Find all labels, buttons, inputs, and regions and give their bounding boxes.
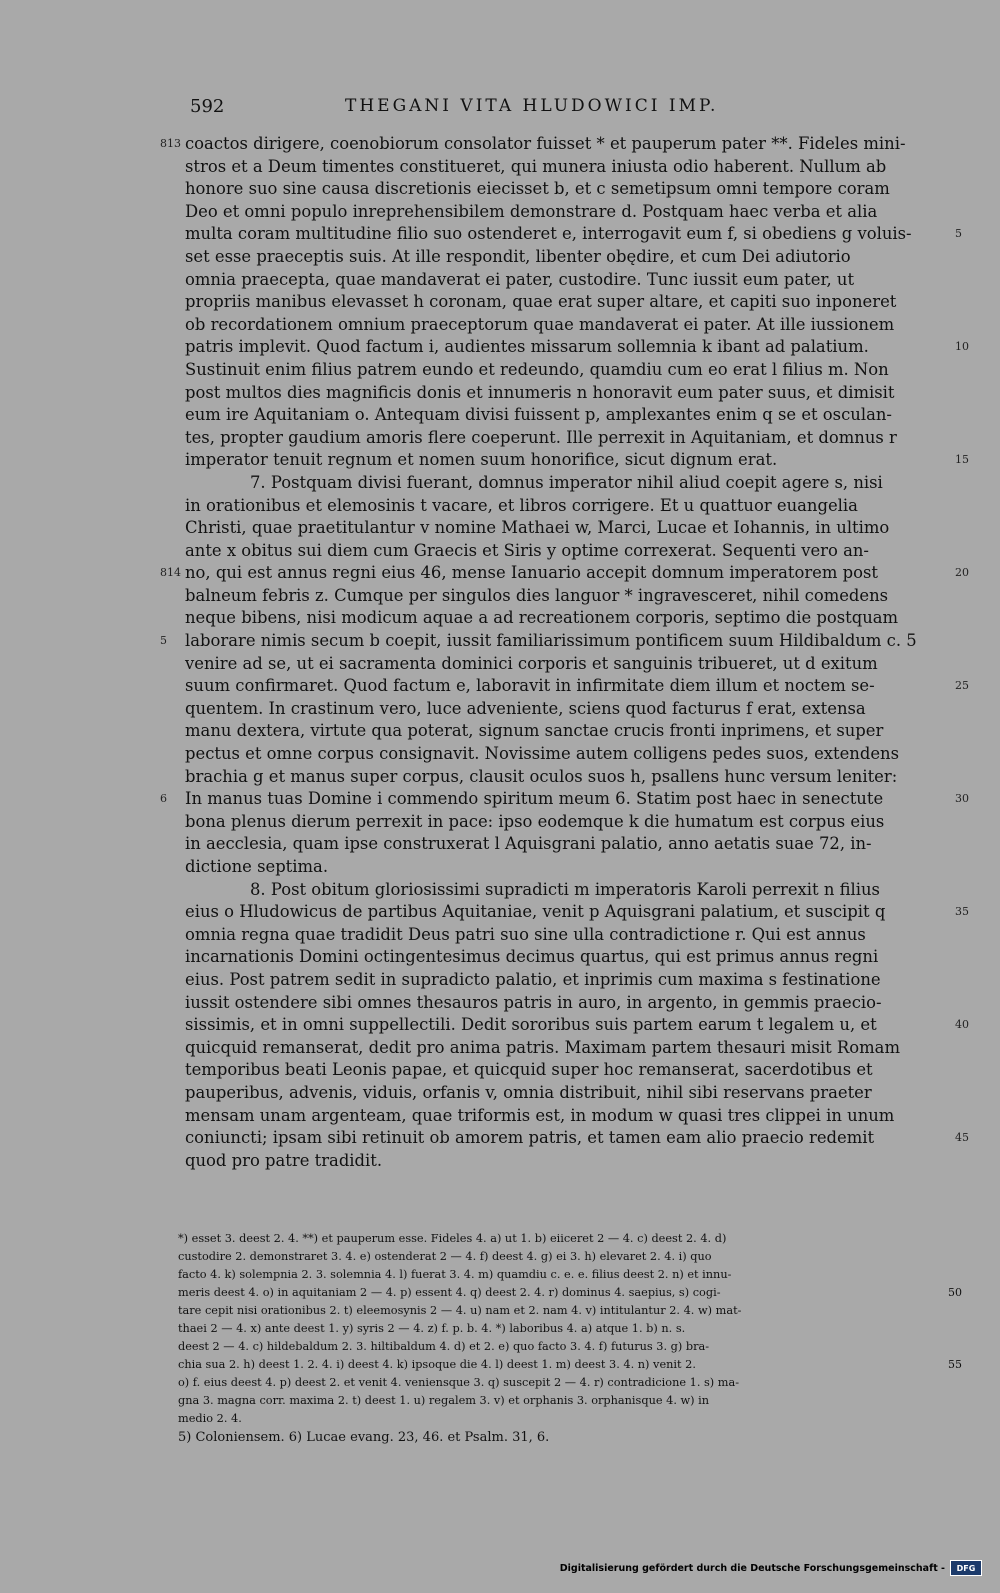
text-line bbox=[185, 1059, 945, 1082]
text-line bbox=[185, 1150, 945, 1173]
footnote-line bbox=[178, 1230, 938, 1248]
footnote-text: o) f. eius deest 4. p) deest 2. et venit 4. veniensque 3. q) suscepit 2 — 4. r) contradicione 1. s) ma- bbox=[178, 1376, 740, 1389]
line-text: eum ire Aquitaniam o. Antequam divisi fuissent p, amplexantes enim q se et osculan- bbox=[185, 405, 892, 425]
line-number: 40 bbox=[955, 1018, 969, 1032]
text-line bbox=[185, 1037, 945, 1060]
footnote-line bbox=[178, 1320, 938, 1338]
text-line bbox=[185, 291, 945, 314]
text-line bbox=[185, 178, 945, 201]
footnote-line bbox=[178, 1284, 962, 1302]
text-line bbox=[185, 314, 945, 337]
text-line bbox=[185, 269, 945, 292]
text-line bbox=[185, 1105, 945, 1128]
text-line bbox=[185, 924, 945, 947]
text-line bbox=[185, 336, 969, 359]
text-line bbox=[185, 427, 945, 450]
footnote-text: thaei 2 — 4. x) ante deest 1. y) syris 2 — 4. z) f. p. b. 4. *) laboribus 4. a) atque 1. b) n. s. bbox=[178, 1322, 686, 1335]
text-line bbox=[185, 743, 945, 766]
text-line bbox=[185, 495, 945, 518]
line-text: multa coram multitudine filio suo ostenderet e, interrogavit eum f, si obediens g voluis- bbox=[185, 224, 912, 244]
footnote-line bbox=[178, 1338, 938, 1356]
line-text: ante x obitus sui diem cum Graecis et Siris y optime correxerat. Sequenti vero an- bbox=[185, 540, 869, 560]
text-line bbox=[185, 449, 969, 472]
text-line bbox=[185, 472, 945, 495]
line-text: temporibus beati Leonis papae, et quicquid super hoc remanserat, sacerdotibus et bbox=[185, 1060, 873, 1080]
line-text: Deo et omni populo inreprehensibilem demonstrare d. Postquam haec verba et alia bbox=[185, 201, 878, 221]
footnote-text: tare cepit nisi orationibus 2. t) eleemosynis 2 — 4. u) nam et 2. nam 4. v) intitulantur 2. 4. w) mat- bbox=[178, 1304, 742, 1317]
line-text: quentem. In crastinum vero, luce adveniente, sciens quod facturus f erat, extensa bbox=[185, 698, 866, 718]
text-line bbox=[185, 811, 945, 834]
line-text: honore suo sine causa discretionis eiecisset b, et c semetipsum omni tempore coram bbox=[185, 179, 890, 199]
text-line bbox=[185, 540, 945, 563]
footnote-text: chia sua 2. h) deest 1. 2. 4. i) deest 4. k) ipsoque die 4. l) deest 1. m) deest 3. 4. n) venit 2. bbox=[178, 1358, 696, 1371]
line-text: eius o Hludowicus de partibus Aquitaniae, venit p Aquisgrani palatium, et suscipit q bbox=[185, 902, 886, 922]
line-text: Sustinuit enim filius patrem eundo et redeundo, quamdiu cum eo erat l filius m. Non bbox=[185, 359, 889, 379]
footnote-text: medio 2. 4. bbox=[178, 1412, 242, 1425]
page-header bbox=[190, 96, 800, 126]
line-text: pectus et omne corpus consignavit. Novissime autem colligens pedes suos, extendens bbox=[185, 744, 900, 764]
text-line bbox=[160, 630, 945, 653]
line-text: omnia regna quae tradidit Deus patri suo sine ulla contradictione r. Qui est annus bbox=[185, 924, 866, 944]
line-text: omnia praecepta, quae mandaverat ei pater, custodire. Tunc iussit eum pater, ut bbox=[185, 269, 855, 289]
text-line bbox=[185, 1127, 969, 1150]
line-text: imperator tenuit regnum et nomen suum honorifice, sicut dignum erat. bbox=[185, 450, 778, 470]
text-line bbox=[185, 1014, 969, 1037]
dfg-logo: DFG bbox=[950, 1560, 982, 1576]
text-line bbox=[185, 720, 945, 743]
line-text: ob recordationem omnium praeceptorum quae mandaverat ei pater. At ille iussionem bbox=[185, 314, 895, 334]
footnote-line bbox=[178, 1266, 938, 1284]
line-number: 30 bbox=[955, 792, 969, 806]
line-text: quod pro patre tradidit. bbox=[185, 1150, 383, 1170]
line-text: stros et a Deum timentes constitueret, qui munera iniusta odio haberent. Nullum ab bbox=[185, 156, 887, 176]
text-line bbox=[185, 607, 945, 630]
footnote-text: custodire 2. demonstraret 3. 4. e) ostenderat 2 — 4. f) deest 4. g) ei 3. h) elevaret 2. 4. i) quo bbox=[178, 1250, 712, 1263]
line-text: eius. Post patrem sedit in supradicto palatio, et inprimis cum maxima s festinatione bbox=[185, 969, 881, 989]
line-text: mensam unam argenteam, quae triformis est, in modum w quasi tres clippei in unum bbox=[185, 1105, 895, 1125]
text-line bbox=[160, 562, 969, 585]
line-number: 10 bbox=[955, 340, 969, 354]
footnote-text: deest 2 — 4. c) hildebaldum 2. 3. hiltibaldum 4. d) et 2. e) quo facto 3. 4. f) futurus 3. g) bra- bbox=[178, 1340, 710, 1353]
text-line bbox=[185, 223, 962, 246]
left-margin-number: 6 bbox=[160, 792, 167, 806]
line-number: 20 bbox=[955, 566, 969, 580]
line-number: 45 bbox=[955, 1131, 969, 1145]
text-line bbox=[185, 359, 945, 382]
line-text: pauperibus, advenis, viduis, orfanis v, omnia distribuit, nihil sibi reservans praeter bbox=[185, 1082, 872, 1102]
line-text: balneum febris z. Cumque per singulos dies languor * ingravesceret, nihil comedens bbox=[185, 585, 889, 605]
line-text: coactos dirigere, coenobiorum consolator fuisset * et pauperum pater **. Fideles mini- bbox=[185, 134, 906, 153]
footnote-line bbox=[178, 1302, 938, 1320]
footnote-text: gna 3. magna corr. maxima 2. t) deest 1. u) regalem 3. v) et orphanis 3. orphanisque 4. w) in bbox=[178, 1394, 710, 1407]
text-line bbox=[160, 788, 969, 811]
line-number: 35 bbox=[955, 905, 969, 919]
line-text: venire ad se, ut ei sacramenta dominici corporis et sanguinis tribueret, ut d exitum bbox=[185, 653, 878, 673]
text-line bbox=[185, 1082, 945, 1105]
text-line bbox=[185, 585, 945, 608]
line-text: quicquid remanserat, dedit pro anima patris. Maximam partem thesauri misit Romam bbox=[185, 1037, 900, 1057]
text-line bbox=[185, 156, 945, 179]
line-text: no, qui est annus regni eius 46, mense Ianuario accepit domnum imperatorem post bbox=[185, 563, 878, 583]
footnote-line bbox=[178, 1374, 938, 1392]
text-line bbox=[185, 382, 945, 405]
line-text: In manus tuas Domine i commendo spiritum meum 6. Statim post haec in senectute bbox=[185, 789, 884, 809]
footnote-line bbox=[178, 1410, 938, 1428]
footnote-line bbox=[178, 1356, 962, 1374]
text-line bbox=[185, 856, 945, 879]
main-text bbox=[160, 133, 969, 1172]
left-margin-number: 5 bbox=[160, 634, 167, 648]
text-line bbox=[185, 201, 945, 224]
text-line bbox=[185, 969, 945, 992]
line-text: iussit ostendere sibi omnes thesauros patris in auro, in argento, in gemmis praecio- bbox=[185, 992, 882, 1012]
text-line bbox=[185, 879, 945, 902]
text-line bbox=[185, 246, 945, 269]
footnote-text: *) esset 3. deest 2. 4. **) et pauperum esse. Fideles 4. a) ut 1. b) eiiceret 2 — 4. c) deest 2. 4. d) bbox=[178, 1232, 727, 1245]
line-text: sissimis, et in omni suppellectili. Dedit sororibus suis partem earum t legalem u, et bbox=[185, 1015, 877, 1035]
line-text: set esse praeceptis suis. At ille respondit, libenter obędire, et cum Dei adiutorio bbox=[185, 246, 851, 266]
left-margin-number: 813 bbox=[160, 137, 181, 150]
line-text: in aecclesia, quam ipse construxerat l Aquisgrani palatio, anno aetatis suae 72, in- bbox=[185, 834, 872, 854]
line-number: 5 bbox=[955, 227, 962, 241]
line-text: suum confirmaret. Quod factum e, laboravit in infirmitate diem illum et noctem se- bbox=[185, 676, 875, 696]
footnotes bbox=[178, 1230, 962, 1428]
footnote-line bbox=[178, 1248, 938, 1266]
digitization-credit: Digitalisierung gefördert durch die Deutsche Forschungsgemeinschaft - bbox=[559, 1562, 945, 1574]
text-line bbox=[185, 992, 945, 1015]
line-text: coniuncti; ipsam sibi retinuit ob amorem patris, et tamen eam alio praecio redemit bbox=[185, 1128, 875, 1148]
line-text: incarnationis Domini octingentesimus decimus quartus, qui est primus annus regni bbox=[185, 947, 879, 967]
text-line bbox=[160, 133, 945, 156]
footnote-line bbox=[178, 1392, 938, 1410]
line-text: dictione septima. bbox=[185, 857, 329, 876]
line-text: laborare nimis secum b coepit, iussit familiarissimum pontificem suum Hildibaldum c. 5 bbox=[185, 631, 917, 651]
line-text: in orationibus et elemosinis t vacare, et libros corrigere. Et u quattuor euangelia bbox=[185, 495, 858, 515]
line-text: post multos dies magnificis donis et innumeris n honoravit eum pater suus, et dimisit bbox=[185, 382, 895, 402]
left-margin-number: 814 bbox=[160, 566, 181, 580]
text-line bbox=[185, 698, 945, 721]
line-text: brachia g et manus super corpus, clausit oculos suos h, psallens hunc versum leniter: bbox=[185, 766, 898, 786]
line-text: 8. Post obitum gloriosissimi supradicti m imperatoris Karoli perrexit n filius bbox=[250, 879, 880, 899]
text-line bbox=[185, 901, 969, 924]
footnote-line-number: 55 bbox=[948, 1358, 962, 1371]
line-text: patris implevit. Quod factum i, audientes missarum sollemnia k ibant ad palatium. bbox=[185, 337, 869, 357]
line-text: neque bibens, nisi modicum aquae a ad recreationem corporis, septimo die postquam bbox=[185, 608, 899, 628]
line-text: propriis manibus elevasset h coronam, quae erat super altare, et capiti suo inponeret bbox=[185, 292, 897, 312]
digitization-footer bbox=[560, 1559, 982, 1577]
line-text: bona plenus dierum perrexit in pace: ipso eodemque k die humatum est corpus eius bbox=[185, 811, 885, 831]
text-line bbox=[185, 946, 945, 969]
text-line bbox=[185, 653, 945, 676]
line-number: 25 bbox=[955, 679, 969, 693]
line-text: manu dextera, virtute qua poterat, signum sanctae crucis fronti inprimens, et super bbox=[185, 721, 884, 741]
line-text: Christi, quae praetitulantur v nomine Mathaei w, Marci, Lucae et Iohannis, in ultimo bbox=[185, 518, 890, 538]
source-notes: 5) Coloniensem. 6) Lucae evang. 23, 46. et Psalm. 31, 6. bbox=[178, 1430, 550, 1445]
text-line bbox=[185, 517, 945, 540]
text-line bbox=[185, 766, 945, 789]
line-text: 7. Postquam divisi fuerant, domnus imperator nihil aliud coepit agere s, nisi bbox=[250, 472, 883, 492]
footnote-text: meris deest 4. o) in aquitaniam 2 — 4. p) essent 4. q) deest 2. 4. r) dominus 4. saepius, s) cogi- bbox=[178, 1286, 721, 1299]
line-text: tes, propter gaudium amoris flere coeperunt. Ille perrexit in Aquitaniam, et domnus r bbox=[185, 427, 897, 447]
line-number: 15 bbox=[955, 453, 969, 467]
text-line bbox=[185, 833, 945, 856]
text-line bbox=[185, 404, 945, 427]
page-number: 592 bbox=[190, 96, 225, 117]
footnote-text: facto 4. k) solempnia 2. 3. solemnia 4. l) fuerat 3. 4. m) quamdiu c. e. e. filius deest 2. n) et innu- bbox=[178, 1268, 732, 1281]
footnote-line-number: 50 bbox=[948, 1286, 962, 1299]
text-line bbox=[185, 675, 969, 698]
running-title: THEGANI VITA HLUDOWICI IMP. bbox=[345, 96, 719, 116]
